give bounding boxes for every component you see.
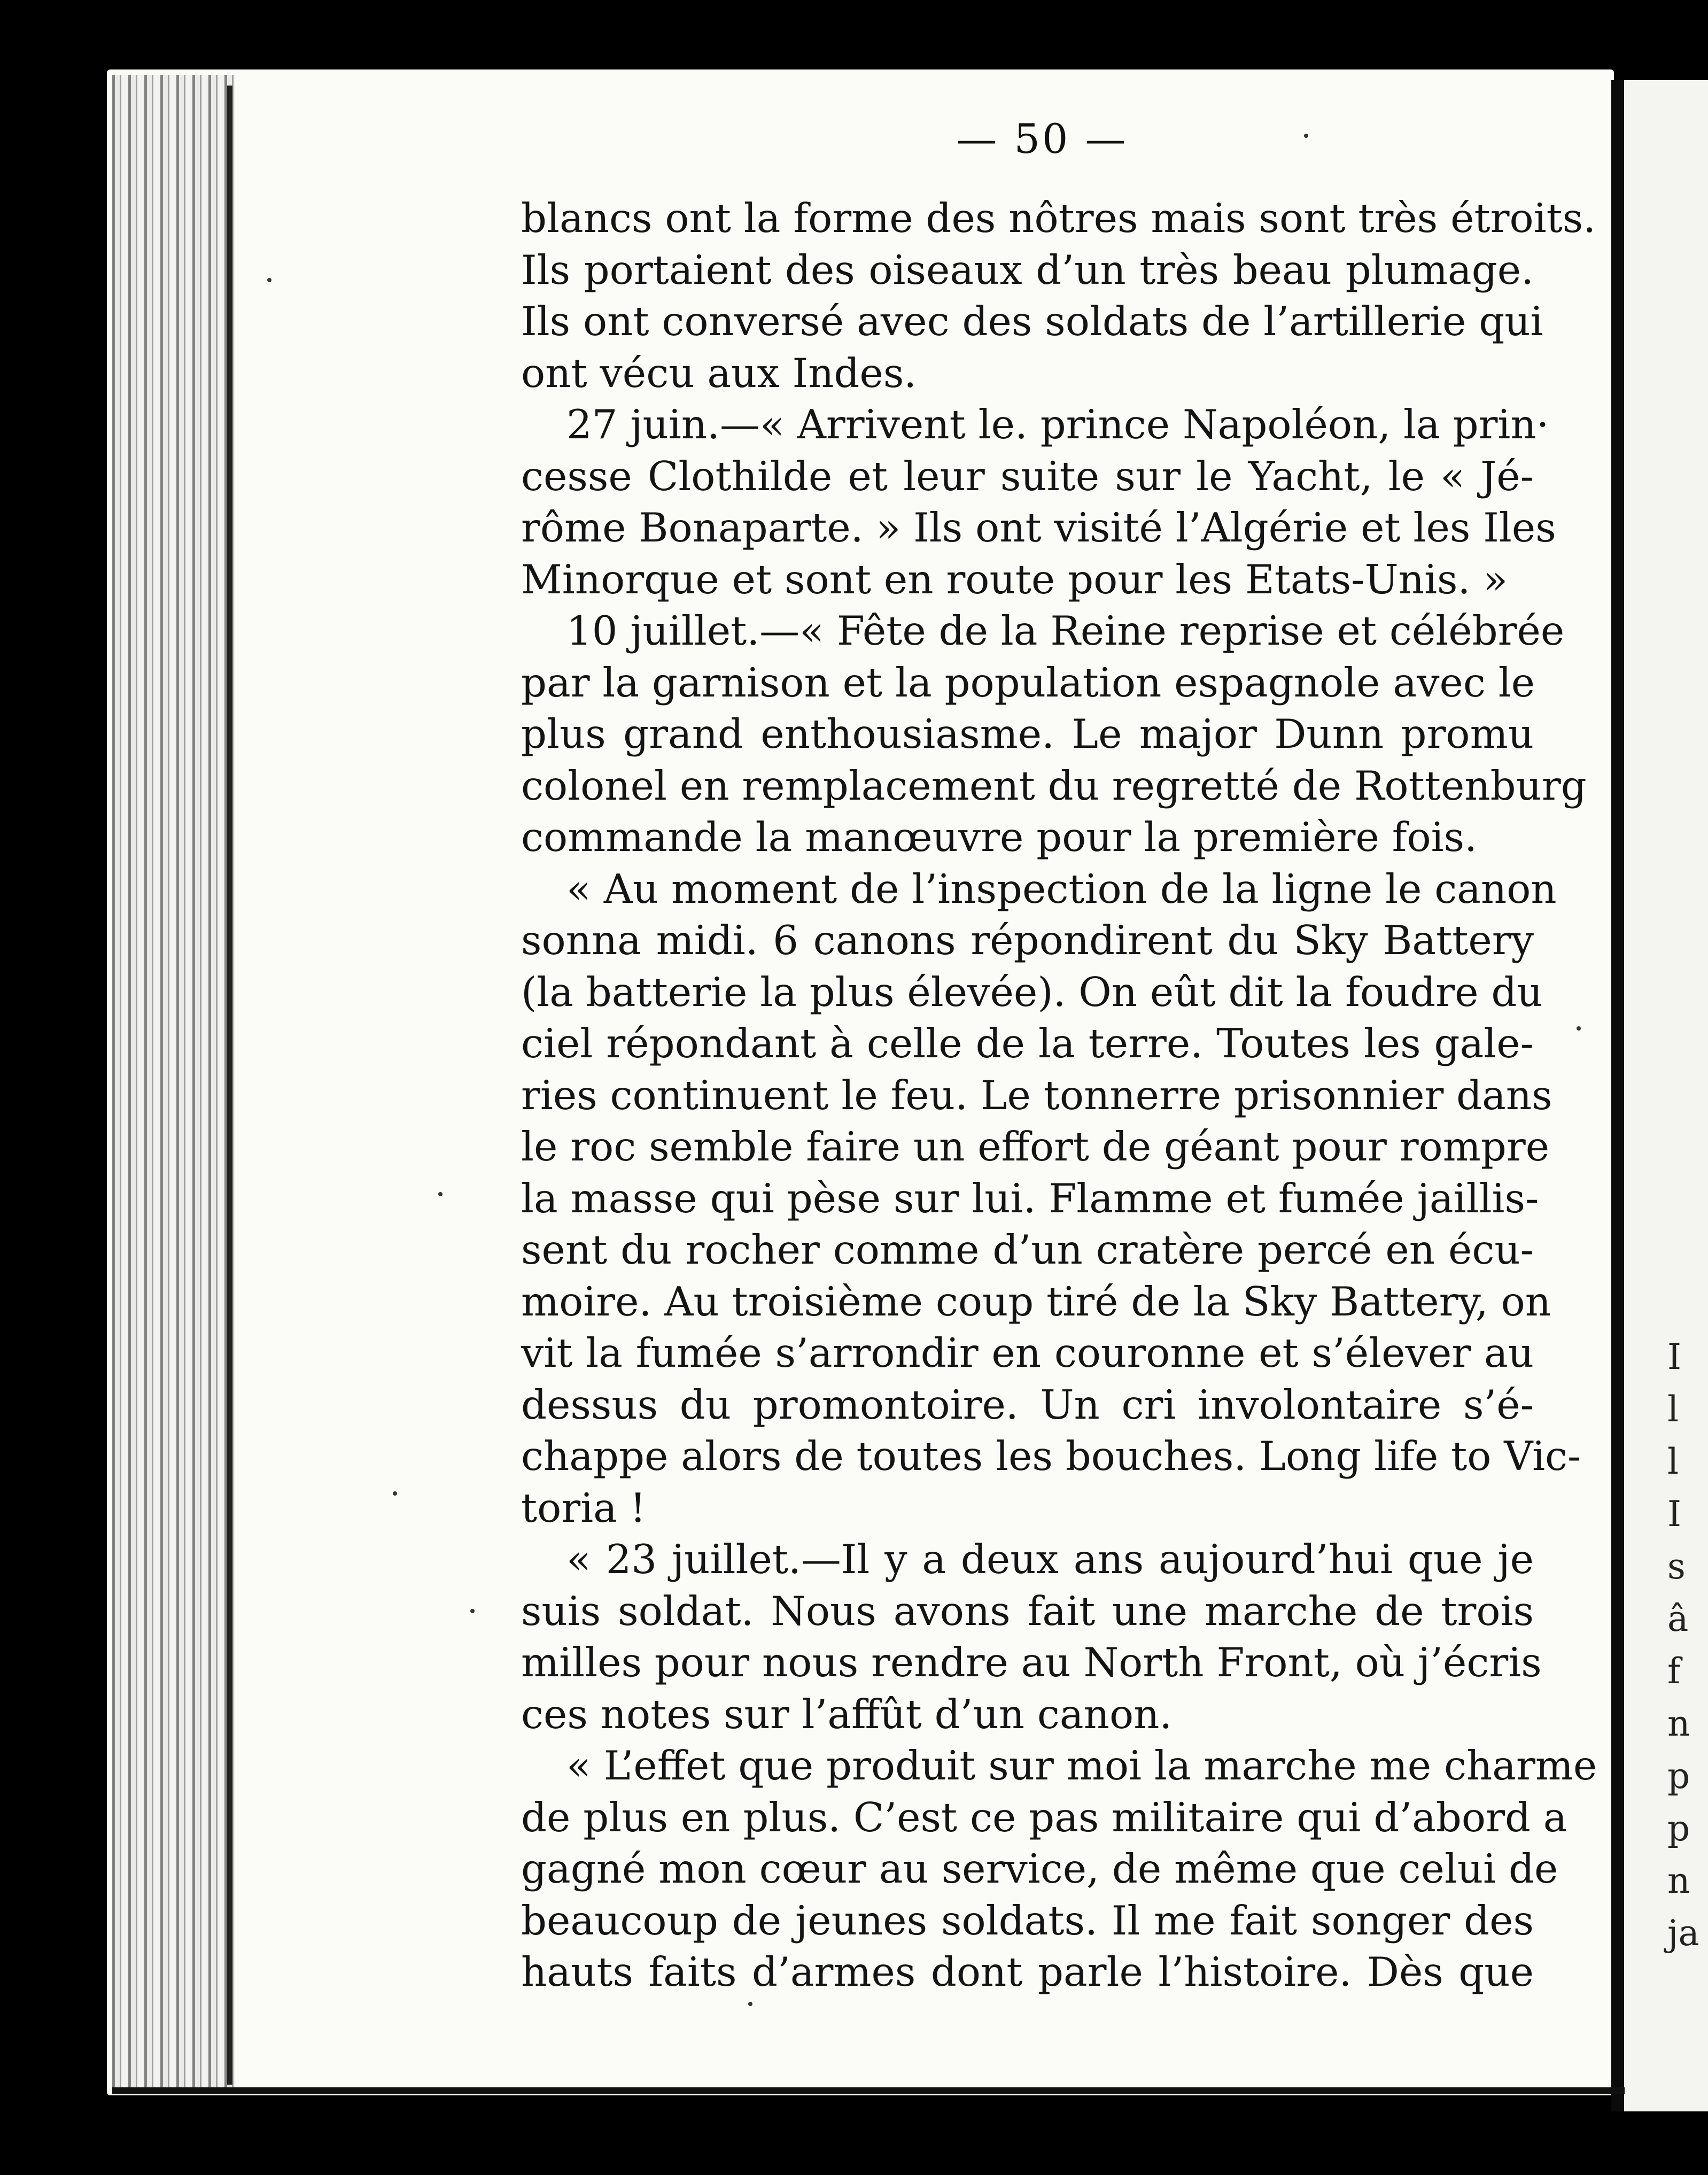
text-line: chappe alors de toutes les bouches. Long life to Vic- bbox=[521, 1433, 1581, 1480]
book-binding-gutter bbox=[112, 75, 235, 2090]
adjacent-letter: â bbox=[1667, 1598, 1689, 1639]
adjacent-letter: I bbox=[1667, 1493, 1682, 1535]
text-line: suis soldat. Nous avons fait une marche de trois bbox=[521, 1587, 1534, 1635]
adjacent-letter: s bbox=[1667, 1546, 1686, 1587]
text-line: hauts faits d’armes dont parle l’histoire. Dès que bbox=[521, 1948, 1534, 1995]
text-line: dessus du promontoire. Un cri involontaire s’é- bbox=[521, 1381, 1534, 1428]
text-line: commande la manœuvre pour la première fois. bbox=[521, 814, 1477, 861]
text-line: 10 juillet.—« Fête de la Reine reprise et célébrée bbox=[566, 607, 1565, 654]
body-text bbox=[521, 192, 1597, 1998]
ink-speck bbox=[470, 1609, 475, 1613]
page-number: — 50 — bbox=[956, 115, 1128, 162]
adjacent-letter: l bbox=[1667, 1389, 1679, 1430]
text-line: par la garnison et la population espagnole avec le bbox=[521, 659, 1535, 706]
ink-speck bbox=[1577, 1026, 1581, 1031]
text-line: toria ! bbox=[521, 1484, 646, 1531]
text-line: vit la fumée s’arrondir en couronne et s’élever au bbox=[521, 1329, 1534, 1376]
text-line: milles pour nous rendre au North Front, où j’écris bbox=[521, 1639, 1542, 1686]
ink-speck bbox=[393, 1491, 397, 1496]
text-line: « Au moment de l’inspection de la ligne le canon bbox=[566, 865, 1557, 912]
ink-speck bbox=[267, 278, 271, 282]
text-line: (la batterie la plus élevée). On eût dit la foudre du bbox=[521, 968, 1543, 1016]
text-line: ces notes sur l’affût d’un canon. bbox=[521, 1690, 1173, 1738]
text-line: « 23 juillet.—Il y a deux ans aujourd’hui que je bbox=[566, 1536, 1534, 1583]
text-line: cesse Clothilde et leur suite sur le Yacht, le « Jé- bbox=[521, 452, 1534, 500]
text-line: gagné mon cœur au service, de même que celui de bbox=[521, 1845, 1558, 1892]
text-line: beaucoup de jeunes soldats. Il me fait songer des bbox=[521, 1897, 1534, 1944]
text-line: la masse qui pèse sur lui. Flamme et fumée jaillis- bbox=[521, 1174, 1539, 1222]
text-line: « L’effet que produit sur moi la marche me charme bbox=[566, 1742, 1597, 1789]
text-line: Ils ont conversé avec des soldats de l’artillerie qui bbox=[521, 298, 1543, 345]
page-left-edge bbox=[227, 86, 232, 2085]
ink-speck bbox=[438, 1192, 442, 1196]
text-line: Minorque et sont en route pour les Etats-Unis. » bbox=[521, 555, 1508, 603]
text-line: 27 juin.—« Arrivent le. prince Napoléon, la prin· bbox=[566, 401, 1549, 448]
text-line: ciel répondant à celle de la terre. Toutes les gale- bbox=[521, 1020, 1534, 1067]
adjacent-letter: p bbox=[1667, 1808, 1690, 1849]
adjacent-page-text bbox=[1667, 1331, 1705, 1960]
page-bottom-edge bbox=[112, 2087, 1625, 2094]
adjacent-letter: I bbox=[1667, 1336, 1682, 1377]
adjacent-letter: p bbox=[1667, 1755, 1690, 1797]
text-line: plus grand enthousiasme. Le major Dunn promu bbox=[521, 710, 1534, 757]
text-line: colonel en remplacement du regretté de Rottenburg bbox=[521, 762, 1587, 809]
ink-speck bbox=[748, 2002, 752, 2006]
text-line: blancs ont la forme des nôtres mais sont très étroits. bbox=[521, 195, 1596, 242]
text-line: Ils portaient des oiseaux d’un très beau plumage. bbox=[521, 246, 1534, 293]
text-line: sonna midi. 6 canons répondirent du Sky Battery bbox=[521, 917, 1534, 964]
text-line: ries continuent le feu. Le tonnerre prisonnier dans bbox=[521, 1071, 1552, 1119]
text-line: de plus en plus. C’est ce pas militaire qui d’abord a bbox=[521, 1793, 1567, 1841]
text-line: ont vécu aux Indes. bbox=[521, 349, 917, 397]
text-line: sent du rocher comme d’un cratère percé en écu- bbox=[521, 1226, 1534, 1273]
adjacent-letter: l bbox=[1667, 1441, 1679, 1482]
ink-speck bbox=[1304, 134, 1308, 138]
adjacent-letter: f bbox=[1667, 1651, 1681, 1692]
text-line: le roc semble faire un effort de géant pour rompre bbox=[521, 1123, 1550, 1170]
text-line: rôme Bonaparte. » Ils ont visité l’Algérie et les Iles bbox=[521, 504, 1556, 551]
adjacent-letter: n bbox=[1667, 1860, 1690, 1901]
adjacent-letter: n bbox=[1667, 1703, 1690, 1744]
adjacent-letter: ja bbox=[1667, 1913, 1699, 1954]
text-line: moire. Au troisième coup tiré de la Sky Battery, on bbox=[521, 1278, 1551, 1325]
